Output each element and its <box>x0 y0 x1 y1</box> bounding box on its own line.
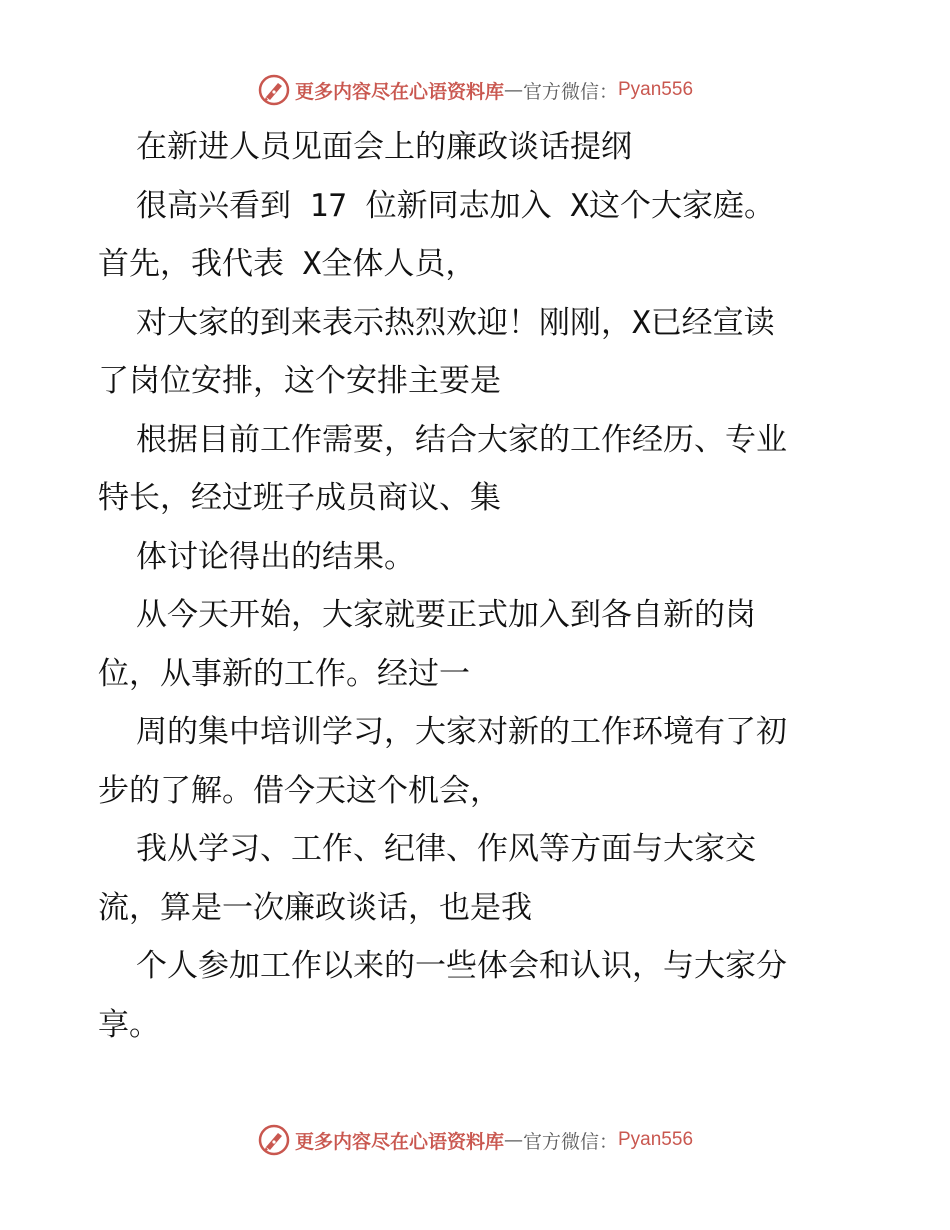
paragraph-line: 周的集中培训学习，大家对新的工作环境有了初 <box>136 714 787 750</box>
pen-nib-logo-icon <box>257 1123 291 1157</box>
watermark-banner <box>257 73 693 107</box>
paragraph-line: 流，算是一次廉政谈话，也是我 <box>98 889 532 926</box>
watermark-wechat-label: 官方微信： <box>522 1130 618 1153</box>
paragraph-line: 特长，经过班子成员商议、集 <box>98 480 501 516</box>
paragraph-line: 步的了解。借今天这个机会， <box>98 772 501 809</box>
watermark-dash: — <box>503 1129 523 1151</box>
watermark-dash: — <box>503 79 523 101</box>
footer-watermark <box>0 1120 950 1160</box>
paragraph-line: 很高兴看到 17 位新同志加入 X这个大家庭。 <box>136 187 775 224</box>
paragraph-line: 对大家的到来表示热烈欢迎！刚刚，X已经宣读 <box>136 304 775 341</box>
pen-nib-logo-icon <box>257 73 291 107</box>
paragraph-line: 根据目前工作需要，结合大家的工作经历、专业 <box>136 421 787 458</box>
paragraph-line: 位，从事新的工作。经过一 <box>98 655 470 692</box>
watermark-banner <box>257 1123 693 1157</box>
watermark-wechat-label: 官方微信： <box>522 80 618 103</box>
watermark-site-text: 更多内容尽在心语资料库 <box>294 1130 504 1153</box>
header-watermark <box>0 70 950 110</box>
paragraph-line: 首先，我代表 X全体人员， <box>98 246 477 282</box>
paragraph-line: 体讨论得出的结果。 <box>136 538 415 575</box>
paragraph-line: 享。 <box>98 1006 160 1043</box>
document-title: 在新进人员见面会上的廉政谈话提纲 <box>136 129 632 165</box>
paragraph-line: 了岗位安排，这个安排主要是 <box>98 363 501 399</box>
paragraph-line: 我从学习、工作、纪律、作风等方面与大家交 <box>136 831 756 867</box>
paragraph-line: 从今天开始，大家就要正式加入到各自新的岗 <box>136 597 756 633</box>
document-body <box>98 118 868 1054</box>
paragraph-line: 个人参加工作以来的一些体会和认识，与大家分 <box>136 948 787 984</box>
watermark-site-text: 更多内容尽在心语资料库 <box>294 80 504 103</box>
watermark-wechat-id: Pyan556 <box>618 1129 694 1150</box>
watermark-wechat-id: Pyan556 <box>618 79 694 100</box>
